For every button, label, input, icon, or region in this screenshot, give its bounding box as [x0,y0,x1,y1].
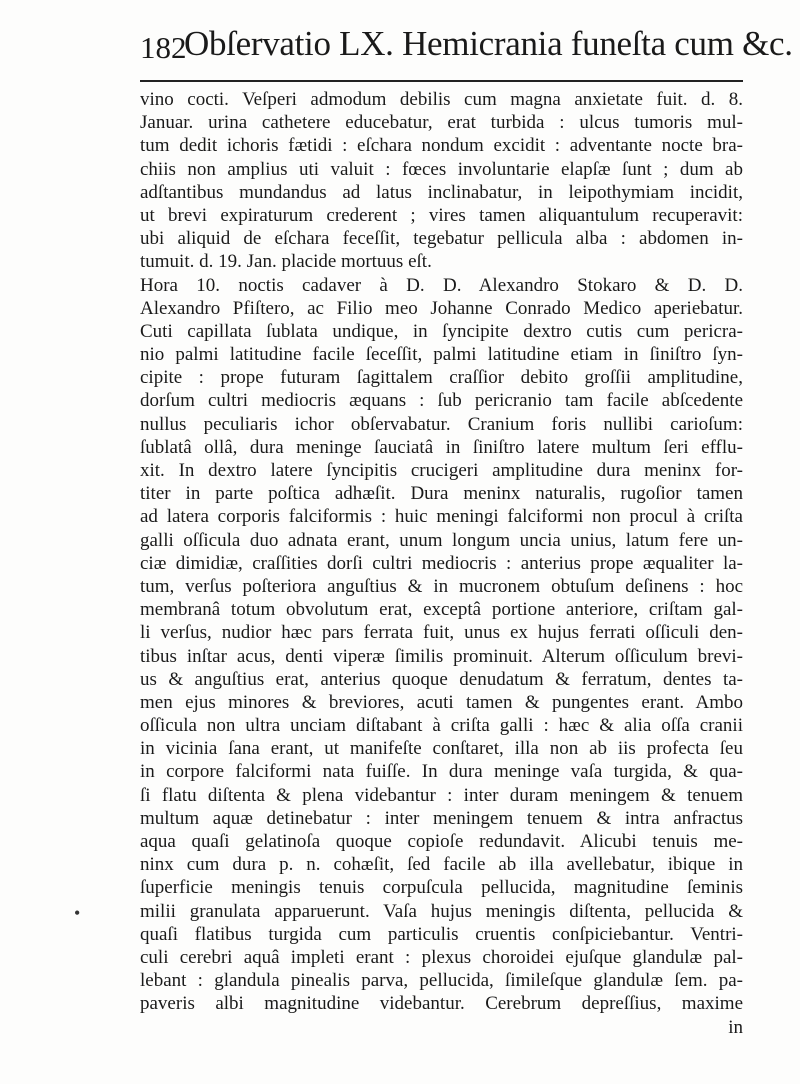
text-line: aqua quaſi gelatinoſa quoque copioſe redundavit. Alicubi tenuis me- [140,831,743,852]
text-line: cipite : prope futuram ſagittalem craſſior debito groſſii amplitudine, [140,367,743,389]
text-line: dorſum cultri mediocris æquans : ſub pericranio tam facile abſcedente [140,390,743,412]
text-line: Januar. urina cathetere educebatur, erat turbida : ulcus tumoris mul- [140,112,743,134]
text-line: chiis non amplius uti valuit : fœces involuntarie elapſæ ſunt ; dum ab [140,158,743,180]
text-line: us & anguſtius erat, anterius quoque denudatum & ferratum, dentes ta- [140,668,743,690]
catchword: in [728,1016,743,1038]
text-line: multum aquæ detinebatur : inter meningem tenuem & intra anfractus [140,807,743,829]
text-line: in corpore falciformi nata fuiſſe. In dura meninge vaſa turgida, & qua- [140,761,743,783]
text-line: Hora 10. noctis cadaver à D. D. Alexandro Stokaro & D. D. [140,274,743,296]
text-line: li verſus, nudior hæc pars ferrata fuit, unus ex hujus ferrati oſſiculi den- [140,622,743,644]
text-line: tum, verſus poſteriora anguſtius & in mucronem obtuſum deſinens : hoc [140,575,743,597]
text-line: ubi aliquid de eſchara feceſſit, tegebatur pellicula alba : abdomen in- [140,228,743,250]
text-line: ninx cum dura p. n. cohæſit, ſed facile ab illa avellebatur, ibique in [140,854,743,876]
text-line: milii granulata apparuerunt. Vaſa hujus meningis diſtenta, pellucida & [140,900,743,922]
body-text [140,88,743,1039]
text-line: nio palmi latitudine facile ſeceſſit, palmi latitudine etiam in ſiniſtro ſyn- [140,344,743,366]
text-line: quaſi flatibus turgida cum particulis cruentis conſpiciebantur. Ventri- [140,923,743,945]
text-line: titer in parte poſtica adhæſit. Dura meninx naturalis, rugoſior tamen [140,483,743,505]
text-line: in vicinia ſana erant, ut manifeſte conſtaret, illa non ab iis profecta ſeu [140,738,743,760]
page-number: 182 [140,30,187,65]
text-line: vino cocti. Veſperi admodum debilis cum magna anxietate fuit. d. 8. [140,89,743,110]
text-line: galli oſſicula duo adnata erant, unum longum uncia unius, latum fere un- [140,529,743,551]
text-line: men ejus minores & breviores, acuti tamen & pungentes erant. Ambo [140,691,743,713]
header-rule [140,80,743,82]
text-line: tibus inſtar acus, denti viperæ ſimilis prominuit. Alterum oſſiculum brevi- [140,645,743,667]
running-title: Obſervatio LX. Hemicrania funeſta cum &c. [184,24,793,63]
text-line: ſublatâ ollâ, dura meninge ſauciatâ in ſiniſtro latere multum ſeri efflu- [140,436,743,458]
text-line: tum dedit ichoris fætidi : eſchara nondum excidit : adventante nocte bra- [140,135,743,157]
text-line: membranâ totum obvolutum erat, exceptâ portione anteriore, criſtam gal- [140,599,743,621]
text-line: ciæ dimidiæ, craſſities dorſi cultri mediocris : anterius prope æqualiter la- [140,552,743,574]
text-line: nullus peculiaris ichor obſervabatur. Cranium foris nullibi carioſum: [140,413,743,435]
text-line: oſſicula non ultra unciam diſtabant à criſta galli : hæc & alia oſſa cranii [140,715,743,737]
text-line: culi cerebri aquâ impleti erant : plexus choroidei ejuſque glandulæ pal- [140,946,743,968]
text-line: xit. In dextro latere ſyncipitis crucigeri amplitudine dura meninx for- [140,460,743,481]
text-line: adſtantibus mundandus ad latus inclinabatur, in leipothymiam incidit, [140,181,743,203]
text-line: lebant : glandula pinealis parva, pellucida, ſimileſque glandulæ ſem. pa- [140,970,743,992]
text-line: Cuti capillata ſublata undique, in ſyncipite dextro cutis cum pericra- [140,320,743,342]
text-line: ſuperficie meningis tenuis corpuſcula pellucida, magnitudine ſeminis [140,877,743,899]
text-line: ut brevi expiraturum crederent ; vires tamen aliquantulum recuperavit: [140,204,743,226]
text-line: paveris albi magnitudine videbantur. Cerebrum depreſſius, maxime [140,993,743,1015]
text-line: ſi flatu diſtenta & plena videbantur : inter duram meningem & tenuem [140,784,743,806]
text-line: tumuit. d. 19. Jan. placide mortuus eſt. [140,251,432,273]
text-line: Alexandro Pfiſtero, ac Filio meo Johanne Conrado Medico aperiebatur. [140,297,743,319]
margin-mark: • [74,903,81,923]
page-header [140,14,793,74]
text-line: ad latera corporis falciformis : huic meningi falciformi non procul à criſta [140,506,743,528]
